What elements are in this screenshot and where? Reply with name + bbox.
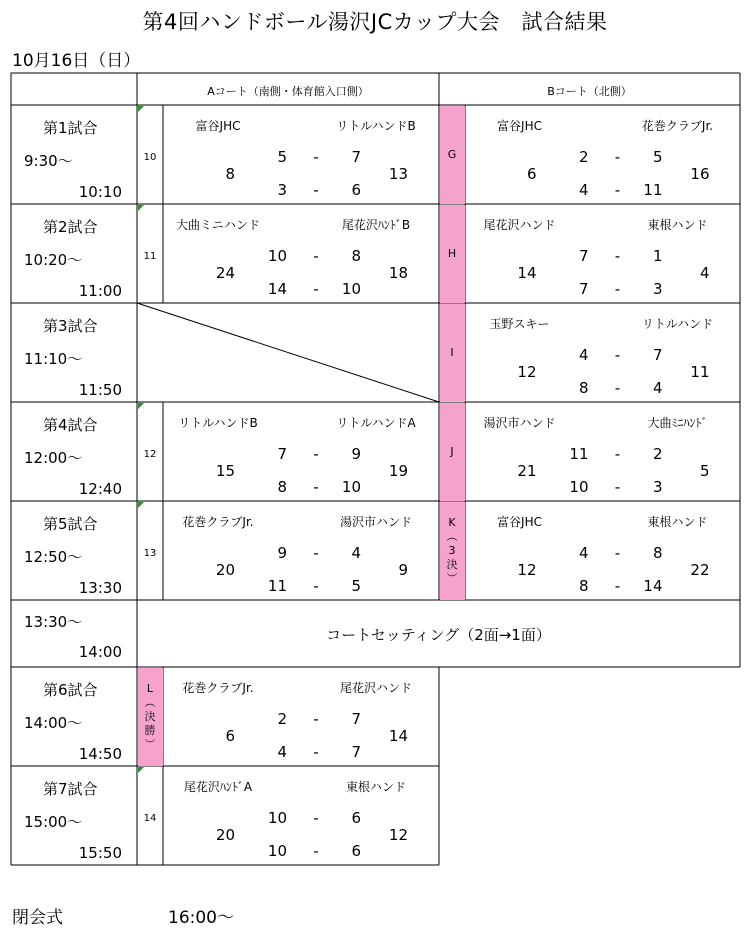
cell-comment-marker	[138, 205, 144, 211]
match-code-char: J	[450, 444, 454, 458]
match-code-char: ︵	[144, 695, 156, 709]
team-1-name: 尾花沢ﾊﾝﾄﾞA	[183, 780, 253, 794]
total-score-team-2: 19	[388, 462, 408, 480]
score-half-1-team-1: 4	[578, 346, 589, 364]
cell-comment-marker	[138, 403, 144, 409]
match-start-time: 11:10～	[24, 350, 83, 368]
team-2-name: 大曲ﾐﾆﾊﾝﾄﾞ	[647, 416, 708, 430]
score-half-2-team-2: 3	[652, 280, 663, 298]
score-separator: -	[313, 710, 319, 728]
cell-comment-marker	[138, 502, 144, 508]
score-separator: -	[313, 247, 319, 265]
event-date: 10月16日（日）	[12, 51, 141, 71]
score-separator: -	[614, 247, 621, 265]
score-half-1-team-1: 2	[578, 148, 589, 166]
score-separator: -	[614, 478, 621, 496]
score-half-2-team-1: 4	[578, 181, 589, 199]
match-code-char: ︶	[446, 571, 458, 585]
score-half-1-team-1: 11	[569, 445, 589, 463]
team-2-name: 花巻クラブJr.	[641, 119, 714, 133]
match-code-char: 勝	[144, 723, 156, 737]
score-half-2-team-2: 10	[341, 280, 361, 298]
team-2-name: 湯沢市ハンド	[339, 515, 413, 529]
match-start-time: 9:30～	[24, 152, 73, 170]
score-separator: -	[614, 346, 621, 364]
score-half-1-team-1: 10	[267, 247, 287, 265]
score-half-1-team-2: 9	[351, 445, 361, 463]
total-score-team-2: 22	[690, 561, 710, 579]
score-separator: -	[313, 478, 319, 496]
match-label: 第3試合	[43, 317, 98, 335]
team-2-name: リトルハンド	[641, 317, 714, 331]
match-code-char: 決	[144, 709, 156, 723]
score-half-2-team-2: 4	[652, 379, 663, 397]
total-score-team-1: 20	[215, 826, 235, 844]
match-start-time: 12:50～	[24, 548, 83, 566]
score-separator: -	[614, 148, 621, 166]
total-score-team-1: 12	[517, 561, 537, 579]
score-separator: -	[614, 379, 621, 397]
team-1-name: 富谷JHC	[195, 119, 241, 133]
score-half-2-team-2: 7	[351, 743, 361, 761]
score-half-2-team-1: 11	[267, 577, 287, 595]
score-half-2-team-1: 3	[277, 181, 287, 199]
score-separator: -	[313, 743, 319, 761]
team-2-name: リトルハンドB	[336, 119, 416, 133]
match-end-time: 14:50	[78, 745, 122, 763]
match-code-char: ︵	[446, 529, 458, 543]
score-separator: -	[614, 280, 621, 298]
total-score-team-2: 16	[690, 165, 710, 183]
total-score-team-1: 14	[517, 264, 537, 282]
score-half-2-team-1: 4	[277, 743, 287, 761]
match-label: 第2試合	[43, 218, 98, 236]
team-1-name: 湯沢市ハンド	[483, 416, 556, 430]
total-score-team-1: 6	[225, 727, 235, 745]
match-end-time: 15:50	[78, 844, 122, 862]
score-separator: -	[313, 577, 319, 595]
team-1-name: 富谷JHC	[497, 119, 542, 133]
score-half-2-team-2: 11	[643, 181, 663, 199]
team-2-name: リトルハンドA	[336, 416, 416, 430]
page-title: 第4回ハンドボール湯沢JCカップ大会 試合結果	[142, 10, 608, 34]
total-score-team-1: 12	[517, 363, 537, 381]
total-score-team-2: 14	[388, 727, 408, 745]
score-half-1-team-2: 2	[652, 445, 663, 463]
score-half-2-team-2: 3	[652, 478, 663, 496]
score-half-2-team-1: 14	[267, 280, 287, 298]
no-match-slash	[137, 303, 439, 402]
total-score-team-2: 13	[388, 165, 408, 183]
match-start-time: 14:00～	[24, 714, 83, 732]
match-code-char: L	[146, 681, 154, 695]
score-separator: -	[313, 148, 319, 166]
match-number: 12	[143, 449, 157, 460]
score-separator: -	[313, 445, 319, 463]
cell-comment-marker	[138, 106, 144, 112]
team-2-name: 東根ハンド	[647, 515, 708, 529]
score-separator: -	[313, 280, 319, 298]
team-1-name: 富谷JHC	[497, 515, 542, 529]
team-2-name: 東根ハンド	[345, 780, 407, 794]
score-half-2-team-2: 6	[351, 181, 361, 199]
total-score-team-1: 20	[215, 561, 235, 579]
match-label: 第5試合	[43, 515, 98, 533]
score-half-2-team-2: 10	[341, 478, 361, 496]
score-separator: -	[313, 544, 319, 562]
score-separator: -	[313, 842, 319, 860]
match-label: 第7試合	[43, 780, 98, 798]
match-start-time: 15:00～	[24, 813, 83, 831]
team-2-name: 東根ハンド	[647, 218, 708, 232]
match-code-char: H	[447, 246, 457, 260]
score-half-1-team-2: 7	[351, 710, 361, 728]
total-score-team-1: 6	[526, 165, 537, 183]
score-half-1-team-2: 8	[351, 247, 361, 265]
score-separator: -	[614, 445, 621, 463]
score-separator: -	[614, 181, 621, 199]
match-code-char: ︶	[144, 737, 156, 751]
match-end-time: 12:40	[78, 480, 122, 498]
score-half-2-team-1: 10	[569, 478, 589, 496]
score-half-1-team-2: 6	[351, 809, 361, 827]
total-score-team-2: 5	[699, 462, 710, 480]
match-end-time: 11:50	[78, 381, 122, 399]
match-number: 14	[143, 813, 157, 824]
break-start-time: 13:30～	[24, 613, 83, 631]
score-half-2-team-1: 10	[267, 842, 287, 860]
score-half-1-team-1: 5	[277, 148, 287, 166]
match-end-time: 13:30	[78, 579, 122, 597]
team-2-name: 尾花沢ﾊﾝﾄﾞB	[341, 218, 411, 232]
team-1-name: 玉野スキー	[489, 317, 550, 331]
score-half-2-team-1: 8	[277, 478, 287, 496]
score-half-1-team-2: 5	[652, 148, 663, 166]
score-half-1-team-2: 7	[351, 148, 361, 166]
score-half-1-team-1: 7	[578, 247, 589, 265]
score-half-2-team-1: 7	[578, 280, 589, 298]
team-1-name: 尾花沢ハンド	[483, 218, 556, 232]
score-half-1-team-1: 7	[277, 445, 287, 463]
break-end-time: 14:00	[78, 643, 122, 661]
score-separator: -	[313, 181, 319, 199]
score-separator: -	[614, 544, 621, 562]
cell-comment-marker	[138, 767, 144, 773]
match-code-char: 決	[446, 557, 458, 571]
match-number: 11	[143, 251, 157, 262]
match-number: 10	[143, 152, 157, 163]
match-number: 13	[143, 548, 157, 559]
total-score-team-2: 4	[699, 264, 710, 282]
score-half-1-team-2: 7	[652, 346, 663, 364]
match-label: 第6試合	[43, 681, 98, 699]
score-separator: -	[313, 809, 319, 827]
match-start-time: 12:00～	[24, 449, 83, 467]
match-code-char: G	[447, 147, 457, 161]
closing-ceremony-time: 16:00～	[168, 908, 234, 928]
match-label: 第4試合	[43, 416, 98, 434]
score-half-1-team-2: 4	[351, 544, 361, 562]
total-score-team-1: 8	[225, 165, 235, 183]
team-1-name: リトルハンドB	[178, 416, 258, 430]
closing-ceremony-label: 閉会式	[12, 908, 63, 928]
match-start-time: 10:20～	[24, 251, 83, 269]
score-half-1-team-1: 2	[277, 710, 287, 728]
match-label: 第1試合	[43, 119, 98, 137]
team-2-name: 尾花沢ハンド	[339, 681, 413, 695]
score-half-1-team-1: 10	[267, 809, 287, 827]
score-half-2-team-2: 14	[643, 577, 663, 595]
total-score-team-2: 11	[690, 363, 710, 381]
total-score-team-2: 12	[388, 826, 408, 844]
court-a-header: Aコート（南側・体育館入口側）	[207, 85, 369, 98]
score-half-2-team-2: 6	[351, 842, 361, 860]
total-score-team-2: 9	[398, 561, 408, 579]
score-half-2-team-1: 8	[578, 577, 589, 595]
match-end-time: 10:10	[78, 183, 122, 201]
team-1-name: 花巻クラブJr.	[182, 681, 254, 695]
score-separator: -	[614, 577, 621, 595]
match-code-char: K	[448, 515, 456, 529]
score-half-1-team-2: 8	[652, 544, 663, 562]
team-1-name: 花巻クラブJr.	[182, 515, 254, 529]
court-b-header: Bコート（北側）	[547, 85, 632, 98]
total-score-team-1: 15	[215, 462, 235, 480]
court-setting-note: コートセッティング（2面→1面）	[326, 626, 551, 644]
score-half-1-team-2: 1	[652, 247, 663, 265]
score-half-2-team-1: 8	[578, 379, 589, 397]
score-half-2-team-2: 5	[351, 577, 361, 595]
match-code-char: 3	[448, 543, 456, 557]
match-end-time: 11:00	[78, 282, 122, 300]
score-half-1-team-1: 9	[277, 544, 287, 562]
score-half-1-team-1: 4	[578, 544, 589, 562]
total-score-team-1: 24	[215, 264, 235, 282]
match-code-char: I	[450, 345, 454, 359]
team-1-name: 大曲ミニハンド	[175, 218, 261, 232]
total-score-team-1: 21	[517, 462, 537, 480]
total-score-team-2: 18	[388, 264, 408, 282]
